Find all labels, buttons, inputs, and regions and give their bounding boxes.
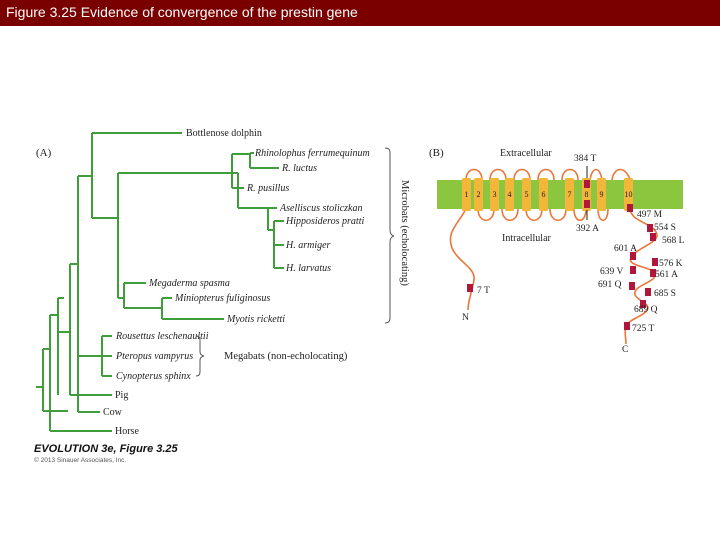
svg-text:725 T: 725 T bbox=[632, 324, 655, 334]
taxon-label: R. pusillus bbox=[247, 183, 290, 194]
svg-text:639 V: 639 V bbox=[600, 267, 624, 277]
taxon-label: Aselliscus stoliczkan bbox=[280, 203, 363, 214]
svg-text:7: 7 bbox=[567, 190, 572, 199]
svg-text:497 M: 497 M bbox=[637, 210, 663, 220]
svg-text:384 T: 384 T bbox=[574, 154, 597, 164]
taxon-label: Pteropus vampyrus bbox=[116, 351, 194, 362]
svg-text:568 L: 568 L bbox=[662, 236, 685, 246]
svg-text:554 S: 554 S bbox=[654, 223, 676, 233]
megabats-bracket bbox=[196, 336, 204, 376]
slide-title: Figure 3.25 Evidence of convergence of the prestin gene bbox=[6, 4, 358, 20]
svg-text:601 A: 601 A bbox=[614, 244, 637, 254]
figure-credit: EVOLUTION 3e, Figure 3.25 bbox=[34, 443, 178, 455]
taxon-label: Cynopterus sphinx bbox=[116, 371, 191, 382]
taxon-label: Hipposideros pratti bbox=[286, 216, 365, 227]
taxon-label: Horse bbox=[115, 426, 139, 437]
taxon-label: Myotis ricketti bbox=[227, 314, 286, 325]
svg-text:5: 5 bbox=[524, 190, 529, 199]
taxon-label: H. armiger bbox=[286, 240, 331, 251]
svg-text:3: 3 bbox=[492, 190, 497, 199]
svg-text:689 Q: 689 Q bbox=[634, 305, 658, 315]
megabats-label: Megabats (non-echolocating) bbox=[224, 351, 348, 362]
svg-text:691 Q: 691 Q bbox=[598, 280, 622, 290]
svg-text:7 T: 7 T bbox=[477, 286, 490, 296]
svg-text:8: 8 bbox=[584, 190, 589, 199]
svg-text:561 A: 561 A bbox=[655, 270, 678, 280]
taxon-label: Rousettus leschenaultii bbox=[116, 331, 209, 342]
svg-text:6: 6 bbox=[541, 190, 546, 199]
panel-b-label: (B) bbox=[429, 147, 444, 159]
n-terminus-label: N bbox=[462, 313, 469, 323]
svg-text:2: 2 bbox=[476, 190, 481, 199]
taxon-label: R. luctus bbox=[282, 163, 317, 174]
taxon-label: Megaderma spasma bbox=[149, 278, 230, 289]
microbats-label: Microbats (echolocating) bbox=[399, 180, 410, 286]
intracellular-label: Intracellular bbox=[502, 233, 551, 244]
taxon-label: Cow bbox=[103, 407, 122, 418]
taxon-label: Miniopterus fuliginosus bbox=[175, 293, 271, 304]
taxon-label: Rhinolophus ferrumequinum bbox=[255, 148, 370, 159]
panel-a-label: (A) bbox=[36, 147, 52, 159]
c-terminus-label: C bbox=[622, 345, 629, 355]
svg-text:10: 10 bbox=[624, 190, 633, 199]
microbats-bracket bbox=[385, 148, 394, 323]
svg-text:1: 1 bbox=[464, 190, 469, 199]
extracellular-label: Extracellular bbox=[500, 148, 552, 159]
taxon-label: Pig bbox=[115, 390, 129, 401]
phylogenetic-tree bbox=[36, 264, 112, 431]
svg-text:392 A: 392 A bbox=[576, 224, 599, 234]
copyright-notice: © 2013 Sinauer Associates, Inc. bbox=[34, 457, 127, 464]
cell-membrane bbox=[437, 180, 683, 209]
svg-text:9: 9 bbox=[599, 190, 604, 199]
svg-text:576 K: 576 K bbox=[659, 259, 683, 269]
svg-text:685 S: 685 S bbox=[654, 289, 676, 299]
taxon-label: H. larvatus bbox=[286, 263, 331, 274]
svg-text:4: 4 bbox=[507, 190, 512, 199]
taxon-label: Bottlenose dolphin bbox=[186, 128, 262, 139]
